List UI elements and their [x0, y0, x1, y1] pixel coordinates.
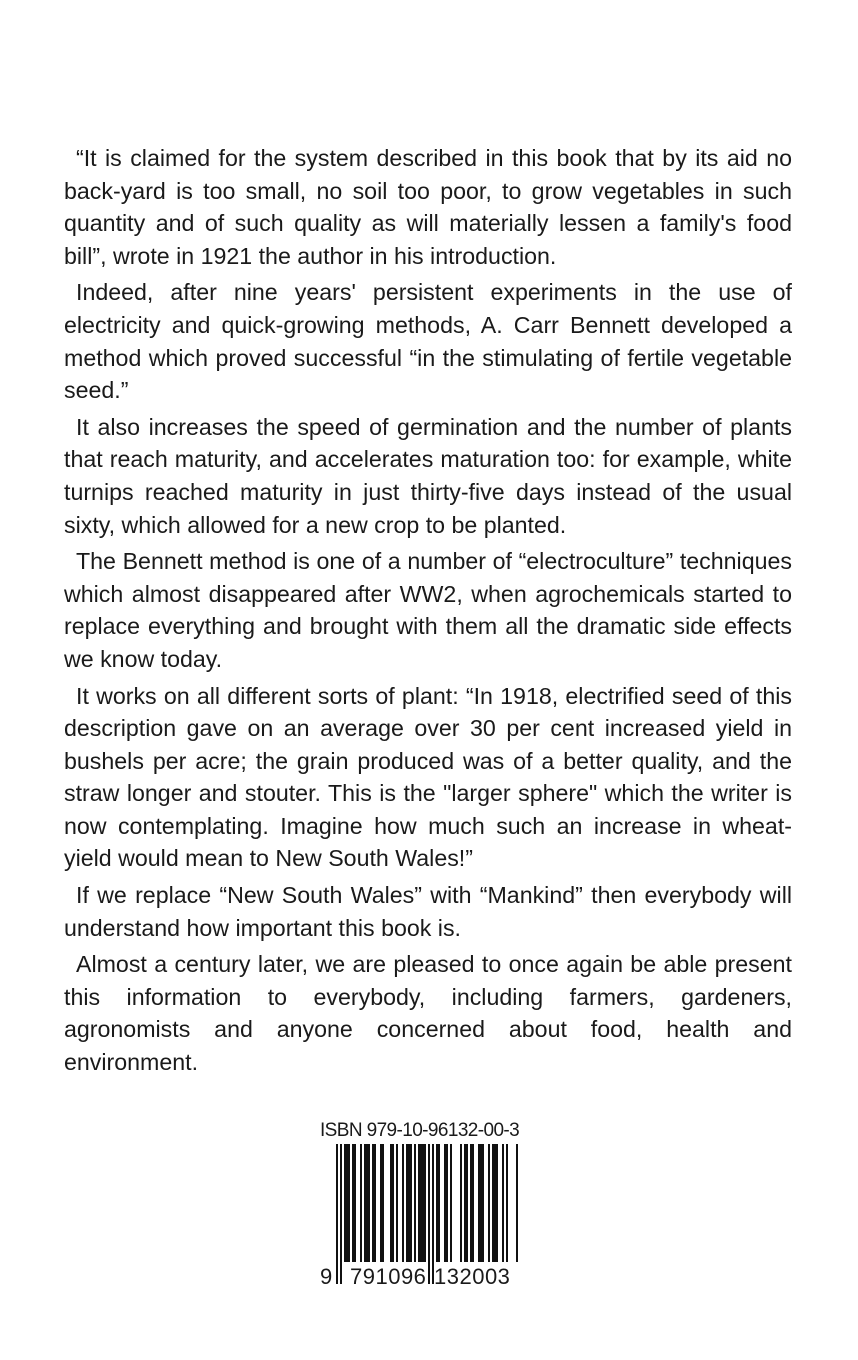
barcode-bar	[466, 1144, 468, 1262]
barcode-bar	[418, 1144, 420, 1262]
barcode-bar	[488, 1144, 490, 1262]
blurb-paragraph-7: Almost a century later, we are pleased to once again be able present this information to everybody, including farmers, gardeners, agronomists and anyone concerned about food, health and environment.	[64, 951, 792, 1076]
barcode-bar	[402, 1144, 404, 1262]
barcode-bar	[478, 1144, 480, 1262]
barcode-bar	[374, 1144, 376, 1262]
blurb-paragraph-5: It works on all different sorts of plant: “In 1918, electrified seed of this description gave on an average over 30 per cent increased yield in bushels per acre; the grain produced was of a better quality, and the straw longer and stouter. This is the "larger sphere" which the writer is now contemplating. Imagine how much such an increase in wheat-yield would mean to New South Wales!”	[64, 682, 792, 872]
barcode-bar	[408, 1144, 410, 1262]
barcode-bar	[492, 1144, 494, 1262]
isbn-barcode	[320, 1120, 520, 1300]
barcode-bar	[494, 1144, 496, 1262]
barcode-bar	[366, 1144, 368, 1262]
isbn-label: ISBN 979-10-96132-00-3	[320, 1120, 520, 1141]
barcode-bar	[464, 1144, 466, 1262]
barcode-bar	[414, 1144, 416, 1262]
barcode-digits-left: 791096	[350, 1264, 427, 1289]
barcode-bar	[348, 1144, 350, 1262]
barcode-bar	[344, 1144, 346, 1262]
barcode-bar	[444, 1144, 446, 1262]
barcode-bar	[392, 1144, 394, 1262]
barcode-bar	[460, 1144, 462, 1262]
barcode-bar	[406, 1144, 408, 1262]
barcode-bar	[482, 1144, 484, 1262]
barcode-bar	[436, 1144, 438, 1262]
barcode-bar	[382, 1144, 384, 1262]
barcode-bar	[506, 1144, 508, 1262]
barcode-bar	[480, 1144, 482, 1262]
barcode-bar	[424, 1144, 426, 1262]
blurb-text	[64, 142, 792, 1083]
blurb-paragraph-2: Indeed, after nine years' persistent experiments in the use of electricity and quick-growing methods, A. Carr Bennett developed a method which proved successful “in the stimulating of fertile vegetable seed.”	[64, 279, 792, 404]
barcode-digits-right: 132003	[434, 1264, 511, 1289]
barcode-bar	[390, 1144, 392, 1262]
barcode-bar	[470, 1144, 472, 1262]
barcode-bar	[346, 1144, 348, 1262]
barcode-bar	[420, 1144, 422, 1262]
barcode-bar	[360, 1144, 362, 1262]
barcode-bar	[516, 1144, 518, 1262]
barcode-guard-bar	[432, 1144, 434, 1284]
blurb-paragraph-6: If we replace “New South Wales” with “Mankind” then everybody will understand how important this book is.	[64, 882, 792, 941]
barcode-guard-bar	[340, 1144, 342, 1284]
barcode-digit-first: 9	[320, 1264, 333, 1289]
barcode-bar	[446, 1144, 448, 1262]
barcode-bar	[396, 1144, 398, 1262]
barcode-bar	[380, 1144, 382, 1262]
barcode-bar	[410, 1144, 412, 1262]
barcode-bar	[364, 1144, 366, 1262]
barcode-guard-bar	[336, 1144, 338, 1284]
barcode-bar	[472, 1144, 474, 1262]
barcode-guard-bar	[428, 1144, 430, 1284]
barcode-bar	[422, 1144, 424, 1262]
barcode-bar	[450, 1144, 452, 1262]
barcode-bar	[372, 1144, 374, 1262]
barcode-bar	[502, 1144, 504, 1262]
barcode-bar	[352, 1144, 354, 1262]
blurb-paragraph-4: The Bennett method is one of a number of “electroculture” techniques which almost disappeared after WW2, when agrochemicals started to replace everything and brought with them all the dramatic side effects we know today.	[64, 548, 792, 672]
blurb-paragraph-3: It also increases the speed of germination and the number of plants that reach maturity, and accelerates maturation too: for example, white turnips reached maturity in just thirty-five days instead of the usual sixty, which allowed for a new crop to be planted.	[64, 413, 792, 538]
blurb-paragraph-1: “It is claimed for the system described in this book that by its aid no back-yard is too small, no soil too poor, to grow vegetables in such quantity and of such quality as will materially lessen a family's food bill”, wrote in 1921 the author in his introduction.	[64, 145, 792, 269]
barcode-bar	[438, 1144, 440, 1262]
barcode-bar	[368, 1144, 370, 1262]
barcode-bar	[496, 1144, 498, 1262]
barcode-bar	[354, 1144, 356, 1262]
